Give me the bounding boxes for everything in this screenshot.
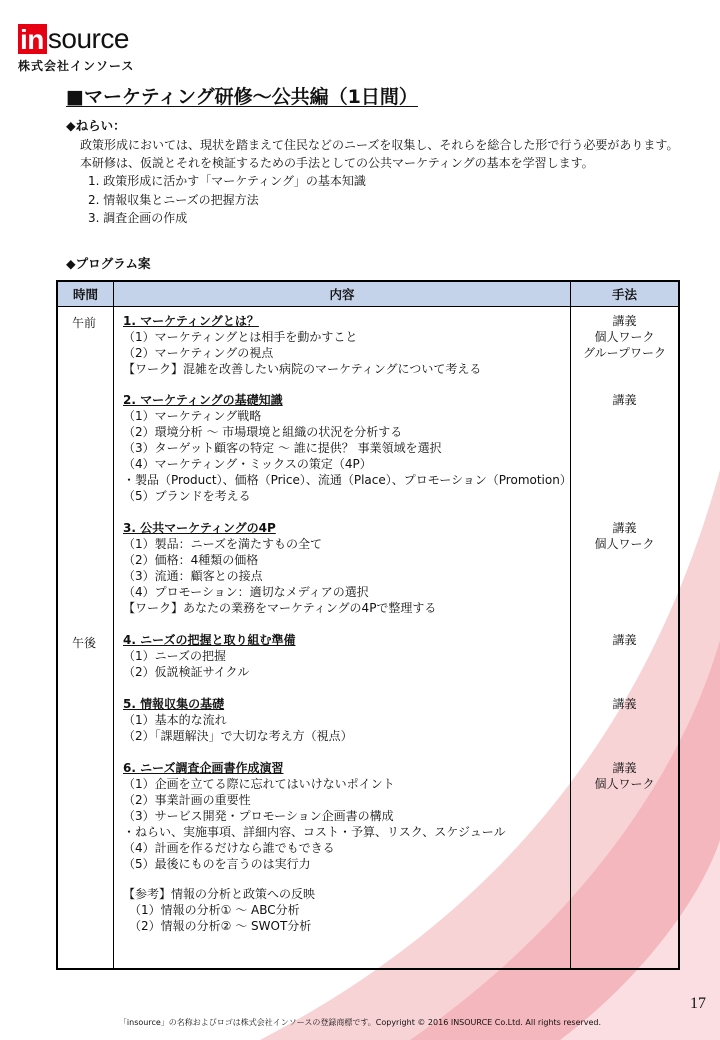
section-methods	[571, 520, 678, 552]
section-line: （2）価格：4種類の価格	[123, 553, 259, 567]
aim-heading: ◆ねらい：	[66, 118, 126, 133]
section-line: （3）ターゲット顧客の特定 ～ 誰に提供？ 事業領域を選択	[123, 441, 442, 455]
aim-item: 2. 情報収集とニーズの把握方法	[88, 192, 259, 207]
section-line: （1）企画を立てる際に忘れてはいけないポイント	[123, 777, 395, 791]
section-line: （2）仮説検証サイクル	[123, 665, 250, 679]
program-section	[123, 760, 506, 872]
aim-item: 1. 政策形成に活かす「マーケティング」の基本知識	[88, 174, 366, 188]
section-line: 【ワーク】混雑を改善したい病院のマーケティングについて考える	[123, 362, 482, 376]
copyright-footer: 「insource」の名称およびロゴは株式会社インソースの登録商標です。Copyright © 2016 INSOURCE Co.Ltd. All rights reserved.	[118, 1018, 602, 1027]
section-line: （1）ニーズの把握	[123, 649, 227, 663]
method-item: 講義	[612, 633, 637, 647]
section-line: （4）マーケティング・ミックスの策定（4P）	[123, 457, 372, 471]
method-item: 個人ワーク	[594, 330, 655, 344]
section-line: （1）マーケティングとは相手を動かすこと	[123, 330, 358, 344]
reference-section	[123, 886, 315, 934]
aim-list	[88, 172, 366, 228]
section-title: 3. 公共マーケティングの4P	[123, 521, 276, 535]
method-item: グループワーク	[582, 346, 667, 360]
logo-boxed-text: in	[18, 24, 47, 54]
program-section	[123, 392, 572, 504]
section-title: 1. マーケティングとは？	[123, 314, 259, 328]
method-item: 講義	[612, 761, 637, 775]
section-title: 6. ニーズ調査企画書作成演習	[123, 761, 284, 775]
method-item: 講義	[612, 521, 637, 535]
column-divider	[113, 306, 114, 968]
section-line: 【ワーク】あなたの業務をマーケティングの4Pで整理する	[123, 601, 437, 615]
method-item: 講義	[612, 314, 637, 328]
time-afternoon: 午後	[72, 636, 97, 650]
section-line: （3）流通：顧客との接点	[123, 569, 263, 583]
section-line: （1）製品：ニーズを満たすもの全て	[123, 537, 323, 551]
aim-text: 政策形成においては、現状を踏まえて住民などのニーズを収集し、それらを総合した形で行う必要があります。本研修は、仮説とそれを検証するための手法としての公共マーケティングの基本を学習します。	[80, 138, 679, 170]
section-line: （4）プロモーション：適切なメディアの選択	[123, 585, 369, 599]
section-line: （3）サービス開発・プロモーション企画書の構成	[123, 809, 394, 823]
section-methods	[571, 392, 678, 408]
section-line: ・製品（Product）、価格（Price）、流通（Place）、プロモーション（Promotion）	[123, 473, 572, 487]
section-methods	[571, 632, 678, 648]
header-method: 手法	[611, 287, 637, 302]
reference-title: 【参考】情報の分析と政策への反映	[123, 887, 316, 901]
method-item: 講義	[612, 697, 637, 711]
header-time: 時間	[58, 282, 114, 306]
section-title: 5. 情報収集の基礎	[123, 697, 225, 711]
program-section	[123, 313, 481, 377]
section-methods	[571, 313, 678, 361]
section-line: （2）マーケティングの視点	[123, 346, 274, 360]
program-section	[123, 520, 436, 616]
time-morning: 午前	[72, 316, 97, 330]
section-line: （1）基本的な流れ	[123, 713, 227, 727]
section-line: （5）ブランドを考える	[123, 489, 251, 503]
section-line: （2）環境分析 ～ 市場環境と組織の状況を分析する	[123, 425, 403, 439]
program-section	[123, 632, 296, 680]
method-item: 個人ワーク	[594, 777, 655, 791]
section-title: 4. ニーズの把握と取り組む準備	[123, 633, 296, 647]
reference-line: （1）情報の分析① ～ ABC分析	[129, 903, 300, 917]
program-heading: ◆プログラム案	[66, 256, 151, 271]
header-content: 内容	[114, 282, 571, 306]
section-line: （1）マーケティング戦略	[123, 409, 262, 423]
logo-rest-text: source	[47, 23, 129, 54]
page-number: 17	[690, 995, 706, 1012]
section-line: （2）事業計画の重要性	[123, 793, 251, 807]
reference-line: （2）情報の分析② ～ SWOT分析	[129, 919, 312, 933]
program-table-header	[58, 282, 678, 307]
page-title: ■マーケティング研修～公共編（1日間）	[66, 86, 418, 108]
section-line: （5）最後にものを言うのは実行力	[123, 857, 311, 871]
program-section	[123, 696, 353, 744]
section-line: （2）「課題解決」で大切な考え方（視点）	[123, 729, 353, 743]
section-methods	[571, 760, 678, 792]
logo-company-name: 株式会社インソース	[18, 59, 135, 73]
company-logo	[18, 24, 134, 74]
section-line: ・ねらい、実施事項、詳細内容、コスト・予算、リスク、スケジュール	[123, 825, 506, 839]
section-line: （4）計画を作るだけなら誰でもできる	[123, 841, 335, 855]
method-item: 講義	[612, 393, 637, 407]
program-table	[56, 280, 680, 970]
logo-wordmark	[18, 24, 134, 54]
method-item: 個人ワーク	[594, 537, 655, 551]
aim-item: 3. 調査企画の作成	[88, 211, 188, 225]
section-methods	[571, 696, 678, 712]
section-title: 2. マーケティングの基礎知識	[123, 393, 283, 407]
